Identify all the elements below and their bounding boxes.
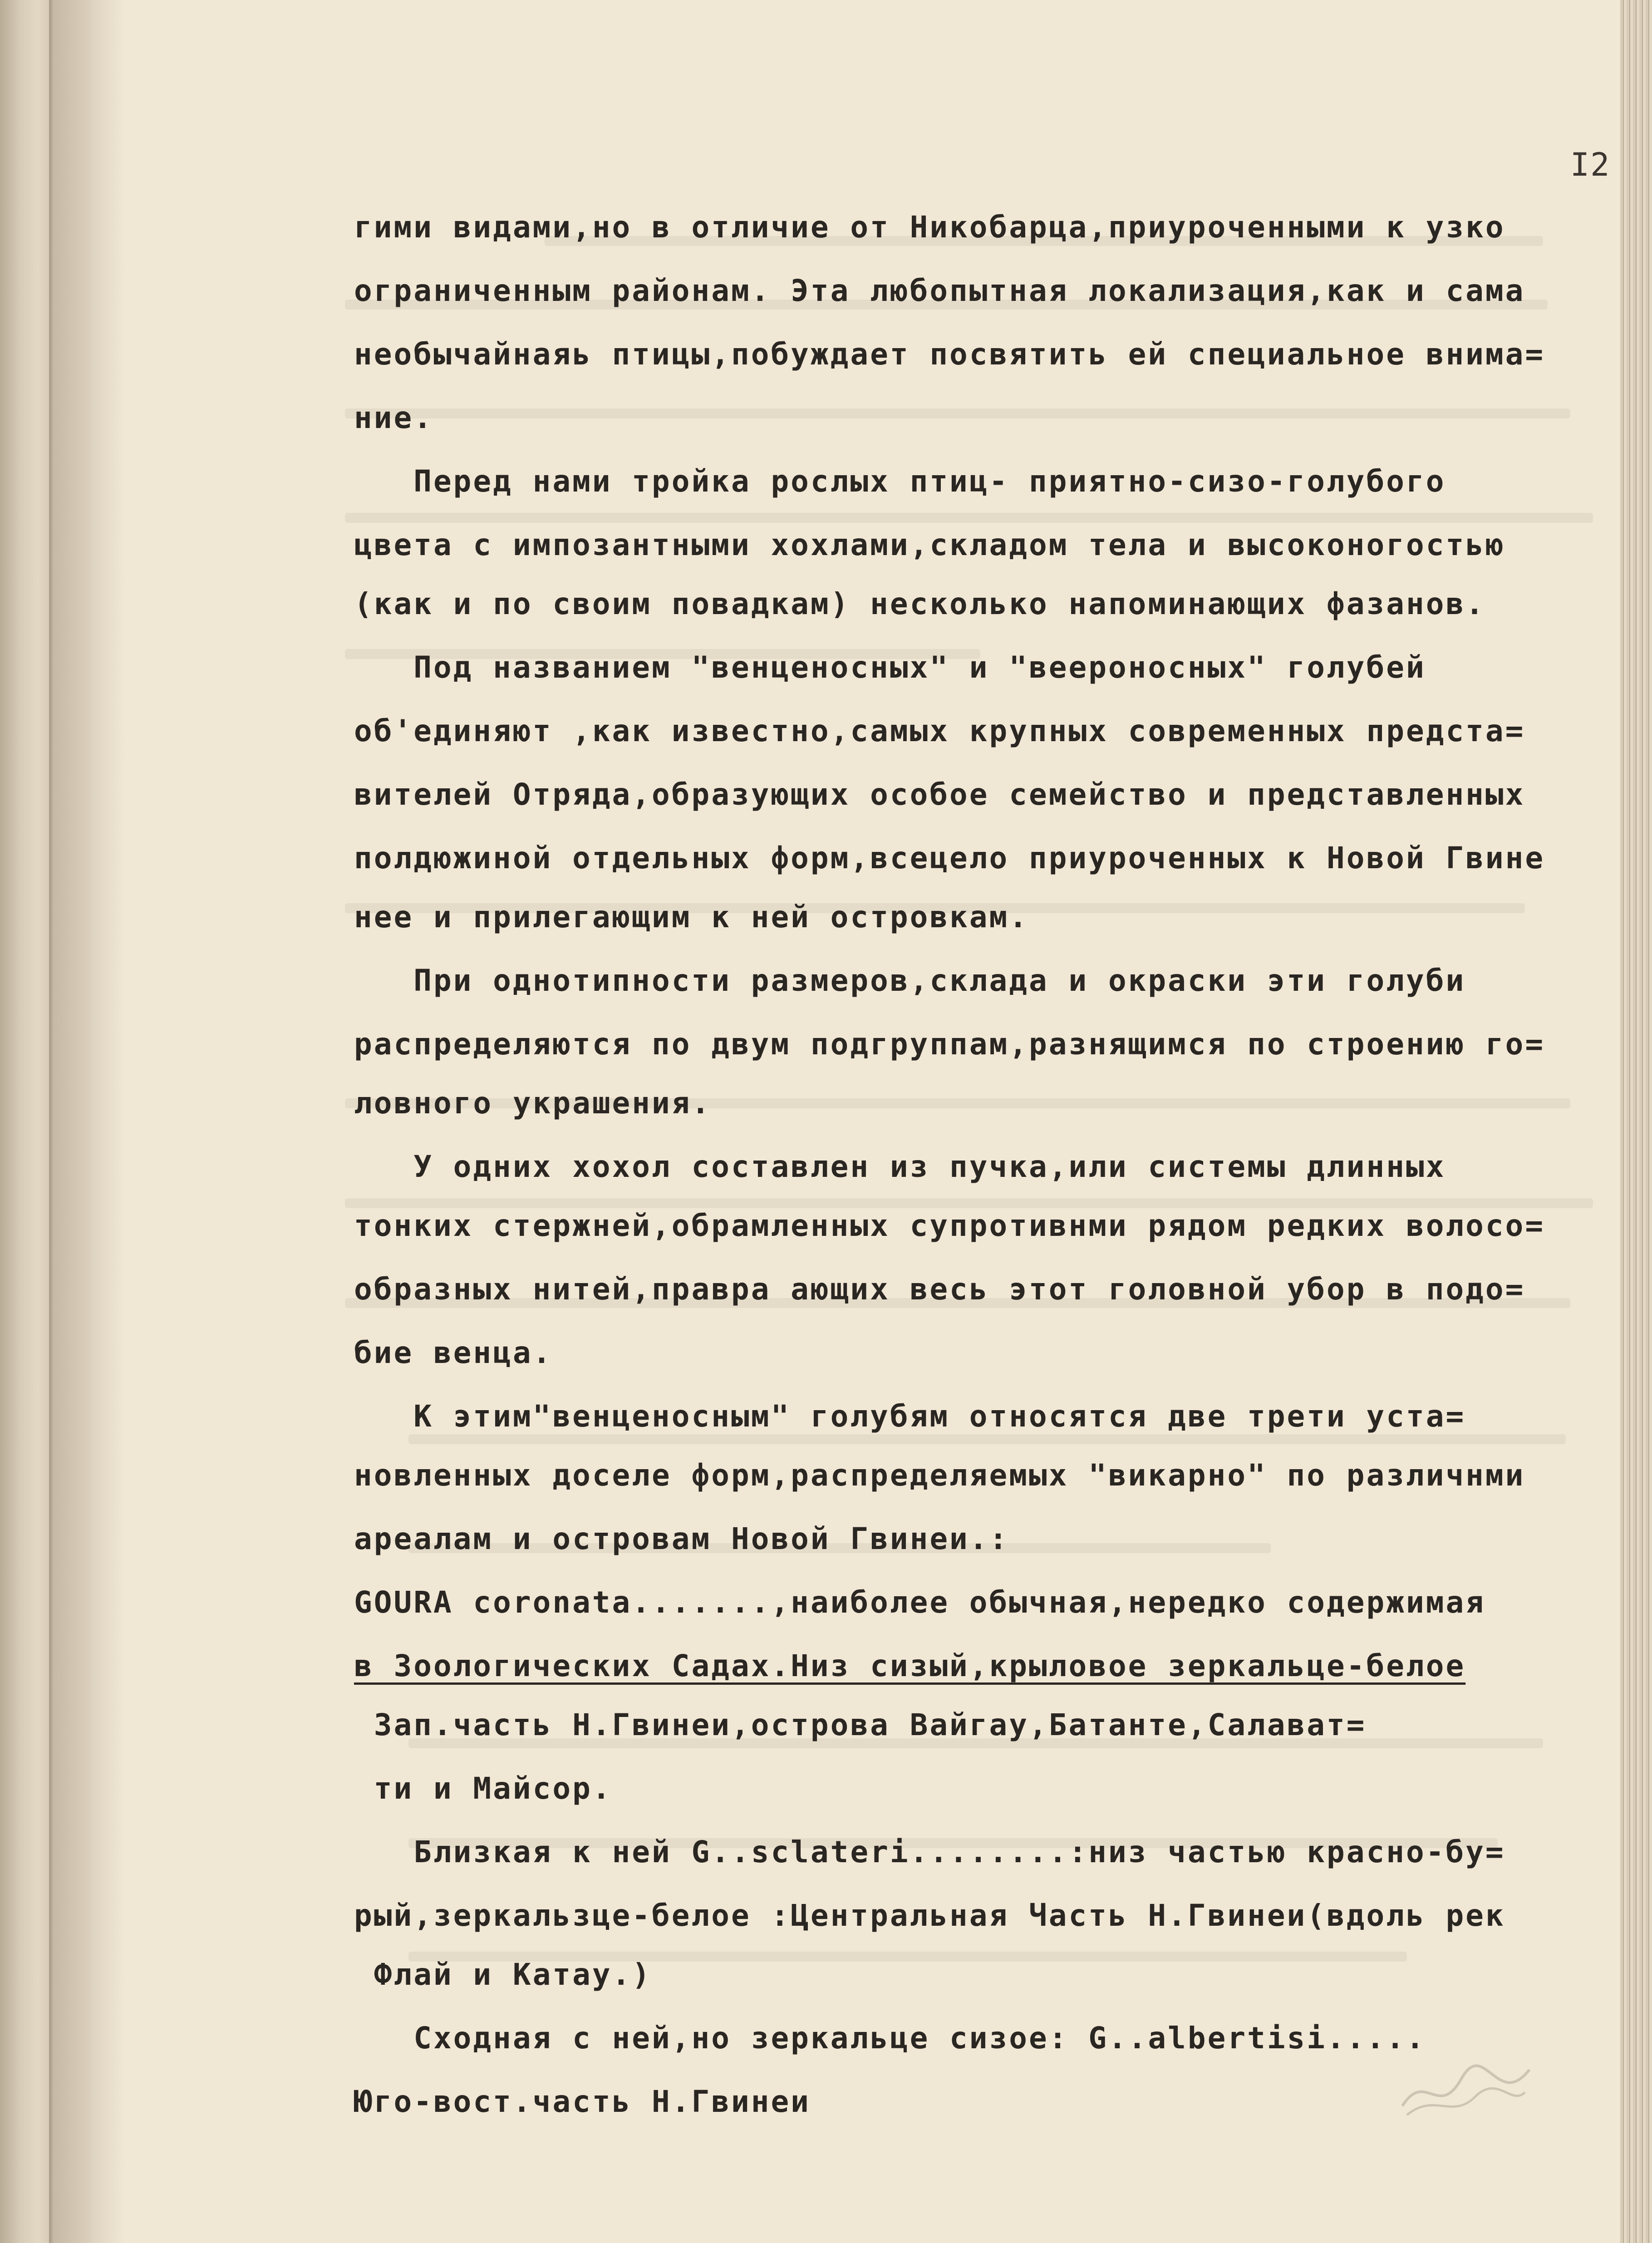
text-line: новленных доселе форм,распределяемых "викарно" по различнми xyxy=(354,1458,1525,1493)
text-line: гими видами,но в отличие от Никобарца,приуроченными к узко xyxy=(354,210,1505,245)
text-line: об'единяют ,как известно,самых крупных современных предста= xyxy=(354,713,1525,748)
bleed-through-line xyxy=(408,1434,1566,1444)
text-line: Зап.часть Н.Гвинеи,острова Вайгау,Батанте,Салават= xyxy=(354,1707,1367,1742)
text-line: ловного украшения. xyxy=(354,1086,712,1121)
bleed-through-line xyxy=(345,408,1570,418)
text-line: бие венца. xyxy=(354,1335,553,1370)
text-line: распределяются по двум подгруппам,разнящимся по строению го= xyxy=(354,1027,1545,1062)
text-line: нее и прилегающим к ней островкам. xyxy=(354,900,1029,935)
spine-shadow xyxy=(53,0,125,2243)
text-line: При однотипности размеров,склада и окраски эти голуби xyxy=(354,963,1466,998)
text-line: необычайнаяь птицы,побуждает посвятить ей специальное внима= xyxy=(354,337,1545,372)
text-line: рый,зеркальзце-белое :Центральная Часть Н.Гвинеи(вдоль рек xyxy=(354,1898,1505,1933)
text-line: полдюжиной отдельных форм,всецело приуроченных к Новой Гвине xyxy=(354,841,1545,876)
pencil-scribble-icon xyxy=(1398,2051,1534,2124)
text-line: в Зоологических Садах.Низ сизый,крыловое зеркальце-белое xyxy=(354,1648,1466,1683)
bleed-through-line xyxy=(345,1198,1593,1208)
page-number: I2 xyxy=(1570,146,1611,183)
text-line: Под названием "венценосных" и "веероносных" голубей xyxy=(354,650,1426,685)
text-line: GOURA coronata.......,наиболее обычная,нередко содержимая xyxy=(354,1585,1485,1620)
text-line: У одних хохол составлен из пучка,или системы длинных xyxy=(354,1149,1446,1184)
bleed-through-line xyxy=(345,513,1593,523)
text-line: Близкая к ней G..sclateri........:низ частью красно-бу= xyxy=(354,1835,1505,1869)
binding-edge xyxy=(49,0,53,2243)
text-line: Юго-вост.часть Н.Гвинеи xyxy=(354,2084,811,2119)
typewritten-page xyxy=(91,0,1620,2243)
page-stack-edge xyxy=(1620,0,1652,2243)
text-line: ти и Майсор. xyxy=(354,1771,612,1806)
text-line: образных нитей,правра ающих весь этот головной убор в подо= xyxy=(354,1272,1525,1307)
text-line: ареалам и островам Новой Гвинеи.: xyxy=(354,1521,1009,1556)
text-line: К этим"венценосным" голубям относятся две трети уста= xyxy=(354,1399,1466,1434)
text-line: ограниченным районам. Эта любопытная локализация,как и сама xyxy=(354,273,1525,308)
text-line: цвета с импозантными хохлами,складом тела и высоконогостью xyxy=(354,527,1505,562)
text-line: Флай и Катау.) xyxy=(354,1957,652,1992)
text-line: Сходная с ней,но зеркальце сизое: G..albertisi..... xyxy=(354,2021,1426,2056)
text-line: Перед нами тройка рослых птиц- приятно-сизо-голубого xyxy=(354,464,1446,499)
text-line: ние. xyxy=(354,400,433,435)
page-binding xyxy=(0,0,51,2243)
text-line: (как и по своим повадкам) несколько напоминающих фазанов. xyxy=(354,586,1485,621)
text-line: тонких стержней,обрамленных супротивнми рядом редких волосо= xyxy=(354,1208,1545,1243)
text-line: вителей Отряда,образующих особое семейство и представленных xyxy=(354,777,1525,812)
